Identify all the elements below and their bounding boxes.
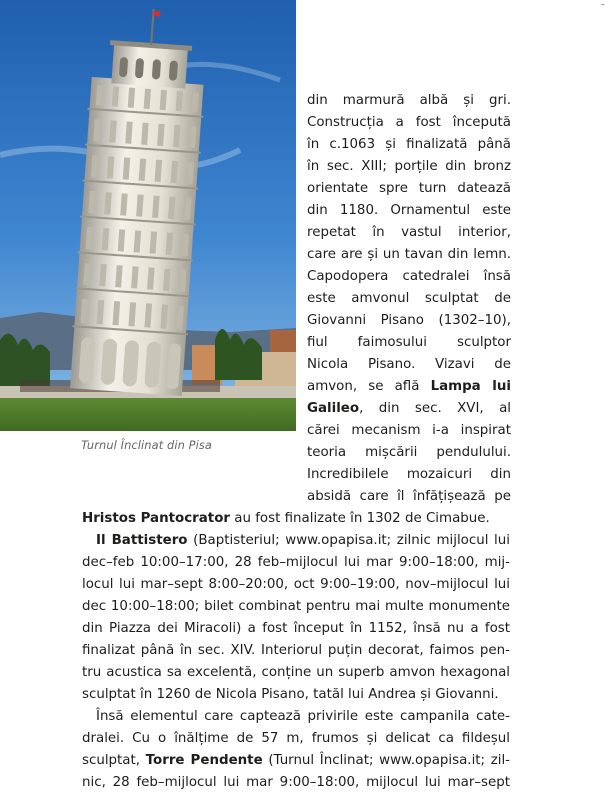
text-line: Însă elementul care captează privirile este campanila cate- [96, 709, 510, 724]
text-line: tru acustica sa excelentă, conține un superb amvon hexagonal [82, 665, 510, 680]
text-line [82, 508, 510, 530]
text-line: Construcția a fost începută [307, 115, 511, 130]
text-line: orientate spre turn datează [307, 181, 511, 196]
text-span: , din sec. XVI, al [359, 401, 511, 416]
page-corner-mark: – [600, 0, 605, 10]
text-line: dec 10:00–18:00; bilet combinat pentru mai multe monumente [82, 599, 510, 614]
leaning-tower-photo [0, 0, 296, 431]
text-span: (Baptisteriul; www.opapisa.it; zilnic mijlocul lui [187, 533, 510, 548]
text-line [307, 398, 511, 420]
text-line: finalizat până în sec. XIV. Interiorul puțin decorat, faimos pen- [82, 643, 510, 658]
torre-pendente-bold: Torre Pendente [145, 753, 263, 768]
text-line: dec–feb 10:00–17:00, 28 feb–mijlocul lui mar 9:00–18:00, mij- [82, 555, 510, 570]
text-span: sculptat, [82, 753, 146, 768]
text-line: Giovanni Pisano (1302–10), [307, 313, 511, 328]
text-line: teoria mișcării pendulului. [307, 445, 511, 460]
text-line: repetat în vastul interior, [307, 225, 511, 240]
text-line: din Piazza dei Miracoli) a fost început în 1152, însă nu a fost [82, 621, 510, 636]
text-line: este amvonul sculptat de [307, 291, 511, 306]
text-line: fiul faimosului sculptor [307, 335, 511, 350]
text-line: Capodopera catedralei însă [307, 269, 511, 284]
text-line: din marmură albă și gri. [307, 93, 511, 108]
text-line: în c.1063 și finalizată până [307, 137, 511, 152]
text-line [307, 376, 511, 398]
text-span: au fost finalizate în 1302 de Cimabue. [230, 511, 490, 526]
text-line: dralei. Cu o înălțime de 57 m, frumos și delicat ca fildeșul [82, 731, 510, 746]
hristos-pantocrator-bold: Hristos Pantocrator [82, 511, 231, 526]
text-line: absidă care îl înfățișează pe [307, 489, 511, 504]
photo-caption: Turnul Înclinat din Pisa [81, 438, 212, 452]
text-line: sculptat în 1260 de Nicola Pisano, tatăl lui Andrea și Giovanni. [82, 687, 499, 702]
text-line [96, 530, 510, 552]
text-line: cărei mecanism i-a inspirat [307, 423, 511, 438]
text-line: în sec. XIII; porțile din bronz [307, 159, 511, 174]
lampa-lui-galileo-bold: Lampa lui [430, 379, 511, 394]
text-line: Incredibilele mozaicuri din [307, 467, 511, 482]
text-span: (Turnul Înclinat; www.opapisa.it; zil- [262, 753, 510, 768]
text-line: locul lui mar–sept 8:00–20:00, oct 9:00–19:00, nov–mijlocul lui [82, 577, 510, 592]
il-battistero-bold: Il Battistero [96, 533, 188, 548]
text-span: amvon, se află [307, 379, 431, 394]
text-line: din 1180. Ornamentul este [307, 203, 511, 218]
text-line: care are și un tavan din lemn. [307, 247, 511, 262]
text-line: Nicola Pisano. Vizavi de [307, 357, 511, 372]
text-line: nic, 28 feb–mijlocul lui mar 9:00–18:00, mijlocul lui mar–sept [82, 775, 510, 790]
galileo-bold: Galileo [307, 401, 360, 416]
text-line [82, 750, 510, 772]
